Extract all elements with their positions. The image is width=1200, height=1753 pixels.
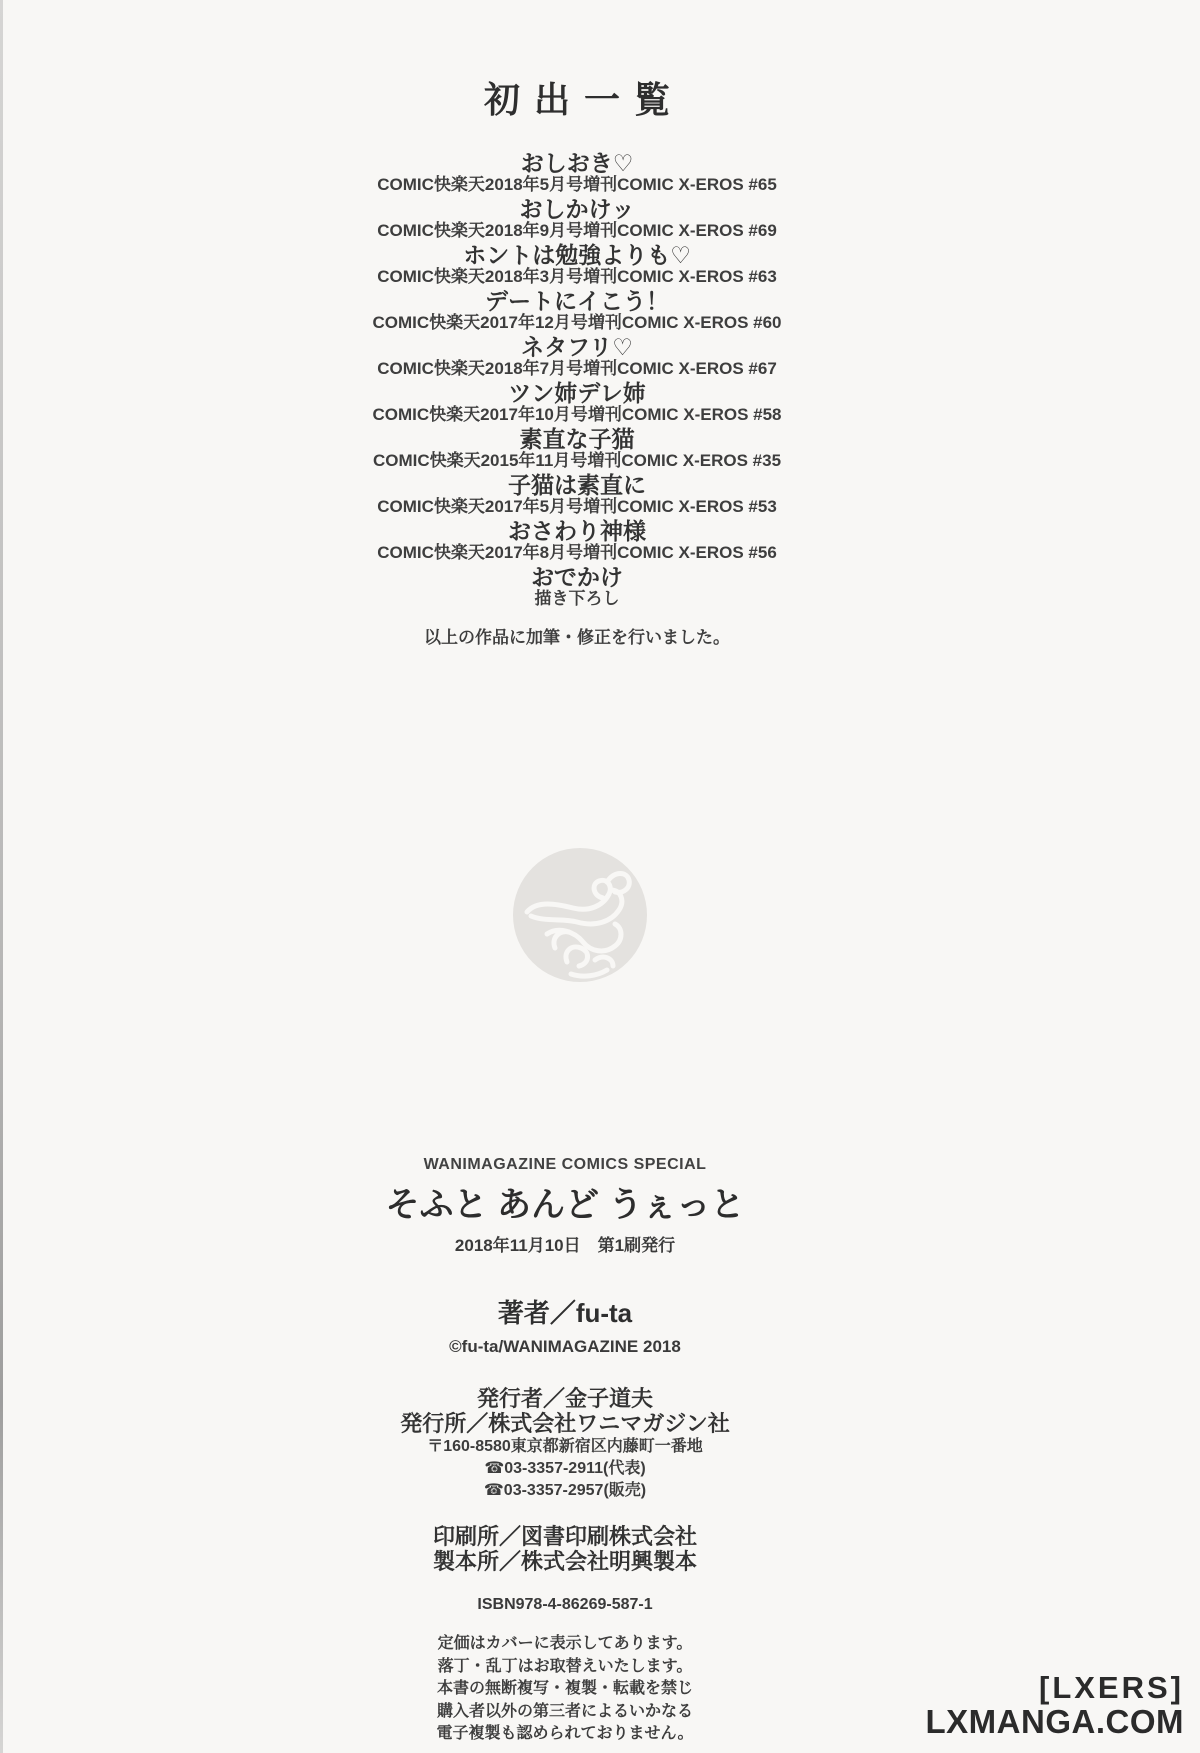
list-item (0, 150, 1154, 194)
chapter-title: ツン姉デレ姉 (508, 380, 646, 406)
edition-line: 2018年11月10日 第1刷発行 (454, 1236, 676, 1255)
list-item (0, 472, 1154, 516)
author-line: 著者／fu-ta (497, 1298, 633, 1328)
list-item (0, 564, 1154, 608)
list-item (0, 426, 1154, 470)
copyright-line: ©fu-ta/WANIMAGAZINE 2018 (449, 1337, 681, 1356)
chapter-title: ホントは勉強よりも♡ (463, 242, 691, 268)
watermark-site-url: LXMANGA.COM (925, 1703, 1184, 1741)
publisher-company: 発行所／株式会社ワニマガジン社 (400, 1411, 730, 1436)
list-item (0, 196, 1154, 240)
chapter-source: COMIC快楽天2017年5月号増刊COMIC X-EROS #53 (377, 497, 777, 516)
disclaimer-line: 落丁・乱丁はお取替えいたします。 (437, 1657, 693, 1675)
binder-line: 製本所／株式会社明興製本 (432, 1549, 697, 1574)
printing-block (0, 1524, 1130, 1574)
chapter-source: COMIC快楽天2017年12月号増刊COMIC X-EROS #60 (372, 313, 782, 332)
publisher-person: 発行者／金子道夫 (476, 1386, 653, 1411)
watermark-group-name: [LXERS] (1039, 1670, 1184, 1706)
list-item (0, 242, 1154, 286)
chapter-source: 描き下ろし (534, 589, 620, 608)
list-item (0, 518, 1154, 562)
chapter-title: ネタフリ♡ (521, 334, 633, 360)
publisher-address: 〒160-8580東京都新宿区内藤町一番地 (427, 1438, 703, 1455)
chapter-source: COMIC快楽天2018年9月号増刊COMIC X-EROS #69 (377, 221, 777, 240)
disclaimer-line: 本書の無断複写・複製・転載を禁じ (436, 1680, 693, 1697)
printer-line: 印刷所／図書印刷株式会社 (432, 1524, 697, 1549)
phone-main: ☎03-3357-2911(代表) (484, 1460, 646, 1477)
disclaimer-line: 購入者以外の第三者によるいかなる (436, 1702, 693, 1720)
phone-sales: ☎03-3357-2957(販売) (483, 1482, 647, 1499)
disclaimer-line: 定価はカバーに表示してあります。 (437, 1635, 693, 1652)
chapter-title: おしおき♡ (520, 150, 634, 176)
chapter-title: おしかけッ (519, 196, 635, 222)
book-title: そふと あんど うぇっと (385, 1186, 745, 1224)
series-label: WANIMAGAZINE COMICS SPECIAL (423, 1156, 707, 1173)
chapter-title: 子猫は素直に (508, 472, 646, 498)
chapter-source: COMIC快楽天2015年11月号増刊COMIC X-EROS #35 (372, 451, 782, 470)
chapter-title: おさわり神様 (508, 518, 646, 544)
chapter-title: デートにイこう！ (485, 288, 669, 314)
publisher-block (0, 1386, 1130, 1502)
list-item (0, 288, 1154, 332)
revision-note: 以上の作品に加筆・修正を行いました。 (424, 628, 730, 647)
chapter-source: COMIC快楽天2018年7月号増刊COMIC X-EROS #67 (377, 359, 777, 378)
chapter-source: COMIC快楽天2017年8月号増刊COMIC X-EROS #56 (377, 543, 777, 562)
site-watermark (926, 1672, 1184, 1740)
chapter-title: おでかけ (531, 564, 623, 590)
chapter-source: COMIC快楽天2018年5月号増刊COMIC X-EROS #65 (377, 175, 777, 194)
chapter-source: COMIC快楽天2018年3月号増刊COMIC X-EROS #63 (377, 267, 777, 286)
isbn: ISBN978-4-86269-587-1 (477, 1596, 653, 1613)
list-item (0, 334, 1154, 378)
colophon (0, 1156, 1130, 1746)
list-item (0, 380, 1154, 424)
section-title: 初出一覧 (483, 79, 684, 120)
chapter-source: COMIC快楽天2017年10月号増刊COMIC X-EROS #58 (372, 405, 782, 424)
wanimagazine-crocodile-stamp-icon (511, 846, 649, 989)
disclaimer-line: 電子複製も認められておりません。 (436, 1725, 694, 1742)
first-publication-list (0, 72, 1154, 648)
chapter-title: 素直な子猫 (519, 426, 635, 452)
